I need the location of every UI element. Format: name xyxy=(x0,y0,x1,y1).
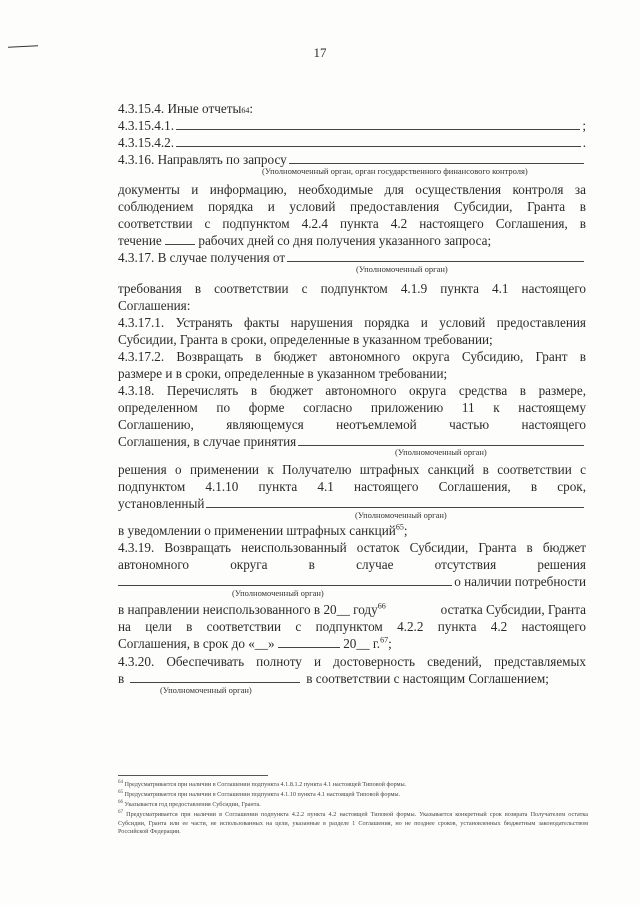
line-part: о наличии потребности xyxy=(454,574,586,589)
blank-caption: (Уполномоченный орган) xyxy=(355,510,447,520)
item-text: 4.3.17. В случае получения от xyxy=(118,250,286,265)
line-part: в уведомлении о применении штрафных санкций xyxy=(118,523,396,538)
footnote-ref: 67 xyxy=(380,635,389,645)
fill-in-blank[interactable] xyxy=(130,671,300,683)
item-text: 4.3.15.4.1. xyxy=(118,118,175,133)
paragraph-line: определенном по форме согласно приложению 11 к настоящему xyxy=(118,400,586,415)
paragraph-line: 4.3.18. Перечислять в бюджет автономного округа средства в размере, xyxy=(118,383,586,398)
fill-in-blank[interactable] xyxy=(176,135,581,147)
line-part: остатка Субсидии, Гранта xyxy=(440,602,586,617)
line-part: в направлении неиспользованного в 20__ году xyxy=(118,602,378,617)
paragraph-line xyxy=(118,232,586,249)
paragraph-line: 4.3.17.2. Возвращать в бюджет автономного округа Субсидию, Грант в xyxy=(118,349,586,364)
footnote-66 xyxy=(118,801,588,810)
fill-in-blank[interactable] xyxy=(278,636,340,648)
paragraph-line: документы и информацию, необходимые для осуществления контроля за xyxy=(118,182,586,197)
item-text: 4.3.15.4.2. xyxy=(118,135,175,150)
line-part: 20__ г. xyxy=(343,636,381,651)
fill-in-blank[interactable] xyxy=(298,434,584,446)
line-part: течение xyxy=(118,233,162,248)
line-part: в соответствии с настоящим Соглашением; xyxy=(306,671,549,686)
paragraph-line xyxy=(118,495,586,512)
item-text: 4.3.15.4. Иные отчеты xyxy=(118,101,242,116)
line-part: Соглашения, в случае принятия xyxy=(118,434,297,449)
paragraph-line: размере и в сроки, определенные в указанном требовании; xyxy=(118,366,448,381)
fill-in-blank[interactable] xyxy=(118,574,452,586)
paragraph-line xyxy=(118,433,586,450)
item-4-3-19: 4.3.19. Возвращать неиспользованный остаток Субсидии, Гранта в бюджет xyxy=(118,540,586,555)
footnote-number: 65 xyxy=(118,789,123,795)
item-4-3-17 xyxy=(118,249,586,266)
fill-in-blank[interactable] xyxy=(289,152,584,164)
fill-in-blank[interactable] xyxy=(206,496,584,508)
footnote-text: Предусматривается при наличии в Соглашении подпункта 4.2.2 пункта 4.2 настоящей Типовой формы. Указывается конкретный срок возврата Получателем остатка Субсидии, Гранта или ее части, не использованных на цели, указанные в разделе 1 Соглашения, но не позднее сроков, установленных бюджетным законодательством Российской Федерации. xyxy=(118,811,589,835)
paragraph-line: автономного округа в случае отсутствия решения xyxy=(118,557,586,572)
item-text: 4.3.16. Направлять по запросу xyxy=(118,152,287,167)
blank-caption: (Уполномоченный орган) xyxy=(356,264,448,274)
footnote-number: 66 xyxy=(118,799,123,805)
footnote-64 xyxy=(118,781,588,790)
paragraph-line: Соглашению, являющемуся неотъемлемой частью настоящего xyxy=(118,417,586,432)
fill-in-blank[interactable] xyxy=(165,233,195,245)
blank-caption: (Уполномоченный орган) xyxy=(232,588,324,598)
paragraph-line: подпунктом 4.1.10 пункта 4.1 настоящего Соглашения, в срок, xyxy=(118,479,586,494)
item-4-3-15-4-1 xyxy=(118,117,586,134)
item-4-3-15-4: 4.3.15.4. Иные отчеты 64 : xyxy=(118,101,254,116)
paragraph-line: на цели в соответствии с подпунктом 4.2.2 пункта 4.2 настоящего xyxy=(118,619,586,634)
paragraph-line: Соглашения: xyxy=(118,298,191,313)
paragraph-line xyxy=(118,522,586,539)
punct: : xyxy=(249,101,254,116)
footnote-65 xyxy=(118,791,588,800)
blank-caption: (Уполномоченный орган, орган государственного финансового контроля) xyxy=(262,166,528,176)
line-part: установленный xyxy=(118,496,205,511)
footnote-number: 64 xyxy=(118,779,123,785)
item-4-3-15-4-2 xyxy=(118,134,586,151)
line-part-group xyxy=(118,601,386,618)
punct: ; xyxy=(388,636,392,651)
footnote-ref: 66 xyxy=(377,601,386,611)
footnote-text: Предусматривается при наличии в Соглашении подпункта 4.1.8.1.2 пункта 4.1 настоящей Типовой формы. xyxy=(124,781,407,788)
blank-caption: (Уполномоченный орган) xyxy=(160,685,252,695)
footnote-number: 67 xyxy=(118,809,123,815)
paragraph-line: требования в соответствии с подпунктом 4.1.9 пункта 4.1 настоящего xyxy=(118,281,586,296)
punct: . xyxy=(582,135,586,150)
paragraph-line xyxy=(118,635,586,652)
paragraph-line xyxy=(118,573,586,590)
line-part: в xyxy=(118,671,125,686)
line-part: Соглашения, в срок до «__» xyxy=(118,636,275,651)
punct: ; xyxy=(582,118,586,133)
footnote-ref: 65 xyxy=(395,522,404,532)
paragraph-line: соблюдением порядка и условий предоставления Субсидии, Гранта в xyxy=(118,199,586,214)
footnote-text: Указывается год предоставления Субсидии, Гранта. xyxy=(124,801,261,808)
paragraph-line xyxy=(118,601,586,618)
footnote-text: Предусматривается при наличии в Соглашении подпункта 4.1.10 пункта 4.1 настоящей Типовой формы. xyxy=(124,791,401,798)
footnote-separator xyxy=(118,775,268,776)
punct: ; xyxy=(403,523,408,538)
fill-in-blank[interactable] xyxy=(287,250,584,262)
item-4-3-20: 4.3.20. Обеспечивать полноту и достоверность сведений, представляемых xyxy=(118,654,586,669)
paragraph-line: Субсидии, Гранта в сроки, определенные в указанном требовании; xyxy=(118,332,493,347)
footnote-67 xyxy=(118,811,588,837)
line-part: рабочих дней со дня получения указанного запроса; xyxy=(198,233,492,248)
page-number: 17 xyxy=(313,45,327,60)
paragraph-line: решения о применении к Получателю штрафных санкций в соответствии с xyxy=(118,462,586,477)
blank-caption: (Уполномоченный орган) xyxy=(395,447,487,457)
paragraph-line: соответствии с подпунктом 4.2.4 пункта 4.2 настоящего Соглашения, в xyxy=(118,216,586,231)
paragraph-line: 4.3.17.1. Устранять факты нарушения порядка и условий предоставления xyxy=(118,315,586,330)
fill-in-blank[interactable] xyxy=(176,118,580,130)
